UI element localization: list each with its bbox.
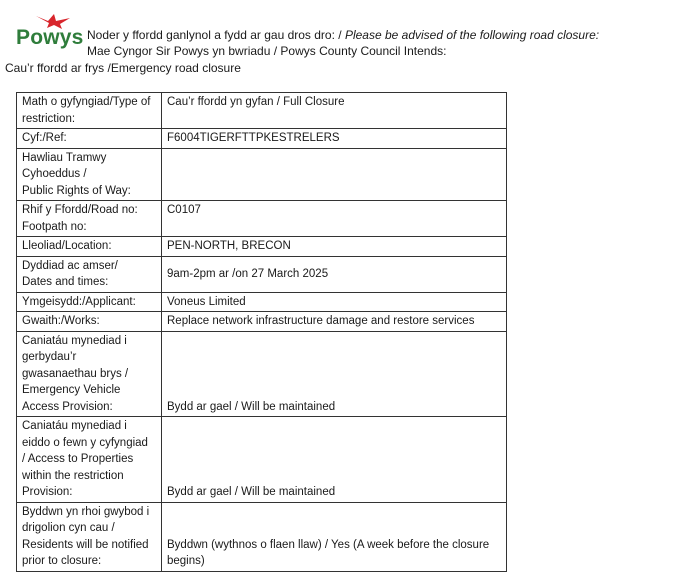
- closure-type-heading: Cau’r ffordd ar frys /Emergency road closure: [5, 61, 241, 75]
- row-label: Dyddiad ac amser/ Dates and times:: [17, 256, 162, 292]
- row-label: Caniatáu mynediad i eiddo o fewn y cyfyngiad / Access to Properties within the restriction Provision:: [17, 417, 162, 503]
- row-value: Bydd ar gael / Will be maintained: [162, 417, 507, 503]
- notice-intro: [87, 27, 599, 43]
- row-label: Cyf:/Ref:: [17, 129, 162, 149]
- row-value: F6004TIGERFTTPKESTRELERS: [162, 129, 507, 149]
- row-value: Cau’r ffordd yn gyfan / Full Closure: [162, 93, 507, 129]
- row-label: Gwaith:/Works:: [17, 312, 162, 332]
- table-row: [17, 129, 507, 149]
- notice-intro-welsh: Noder y ffordd ganlynol a fydd ar gau dros dro: /: [87, 28, 345, 42]
- table-row: [17, 417, 507, 503]
- row-value: Bydd ar gael / Will be maintained: [162, 331, 507, 417]
- row-label: Hawliau Tramwy Cyhoeddus / Public Rights of Way:: [17, 148, 162, 201]
- row-value: C0107: [162, 201, 507, 237]
- row-label: Ymgeisydd:/Applicant:: [17, 292, 162, 312]
- closure-details-table: [16, 92, 507, 572]
- row-value: Replace network infrastructure damage and restore services: [162, 312, 507, 332]
- table-row: [17, 148, 507, 201]
- row-label: Math o gyfyngiad/Type of restriction:: [17, 93, 162, 129]
- row-value: [162, 148, 507, 201]
- table-row: [17, 312, 507, 332]
- logo-wordmark: Powys: [16, 26, 84, 49]
- row-value: 9am-2pm ar /on 27 March 2025: [162, 256, 507, 292]
- row-value: Byddwn (wythnos o flaen llaw) / Yes (A week before the closure begins): [162, 502, 507, 571]
- row-label: Caniatáu mynediad i gerbydau’r gwasanaethau brys / Emergency Vehicle Access Provision:: [17, 331, 162, 417]
- table-row: [17, 292, 507, 312]
- table-row: [17, 331, 507, 417]
- notice-intro-english: Please be advised of the following road closure:: [344, 28, 600, 42]
- council-intends: Mae Cyngor Sir Powys yn bwriadu / Powys County Council Intends:: [87, 44, 447, 58]
- table-row: [17, 93, 507, 129]
- row-value: PEN-NORTH, BRECON: [162, 237, 507, 257]
- powys-logo: [16, 12, 84, 52]
- table-row: [17, 237, 507, 257]
- row-label: Rhif y Ffordd/Road no: Footpath no:: [17, 201, 162, 237]
- row-label: Byddwn yn rhoi gwybod i drigolion cyn cau / Residents will be notified prior to closure:: [17, 502, 162, 571]
- table-row: [17, 256, 507, 292]
- table-row: [17, 502, 507, 571]
- row-label: Lleoliad/Location:: [17, 237, 162, 257]
- table-row: [17, 201, 507, 237]
- row-value: Voneus Limited: [162, 292, 507, 312]
